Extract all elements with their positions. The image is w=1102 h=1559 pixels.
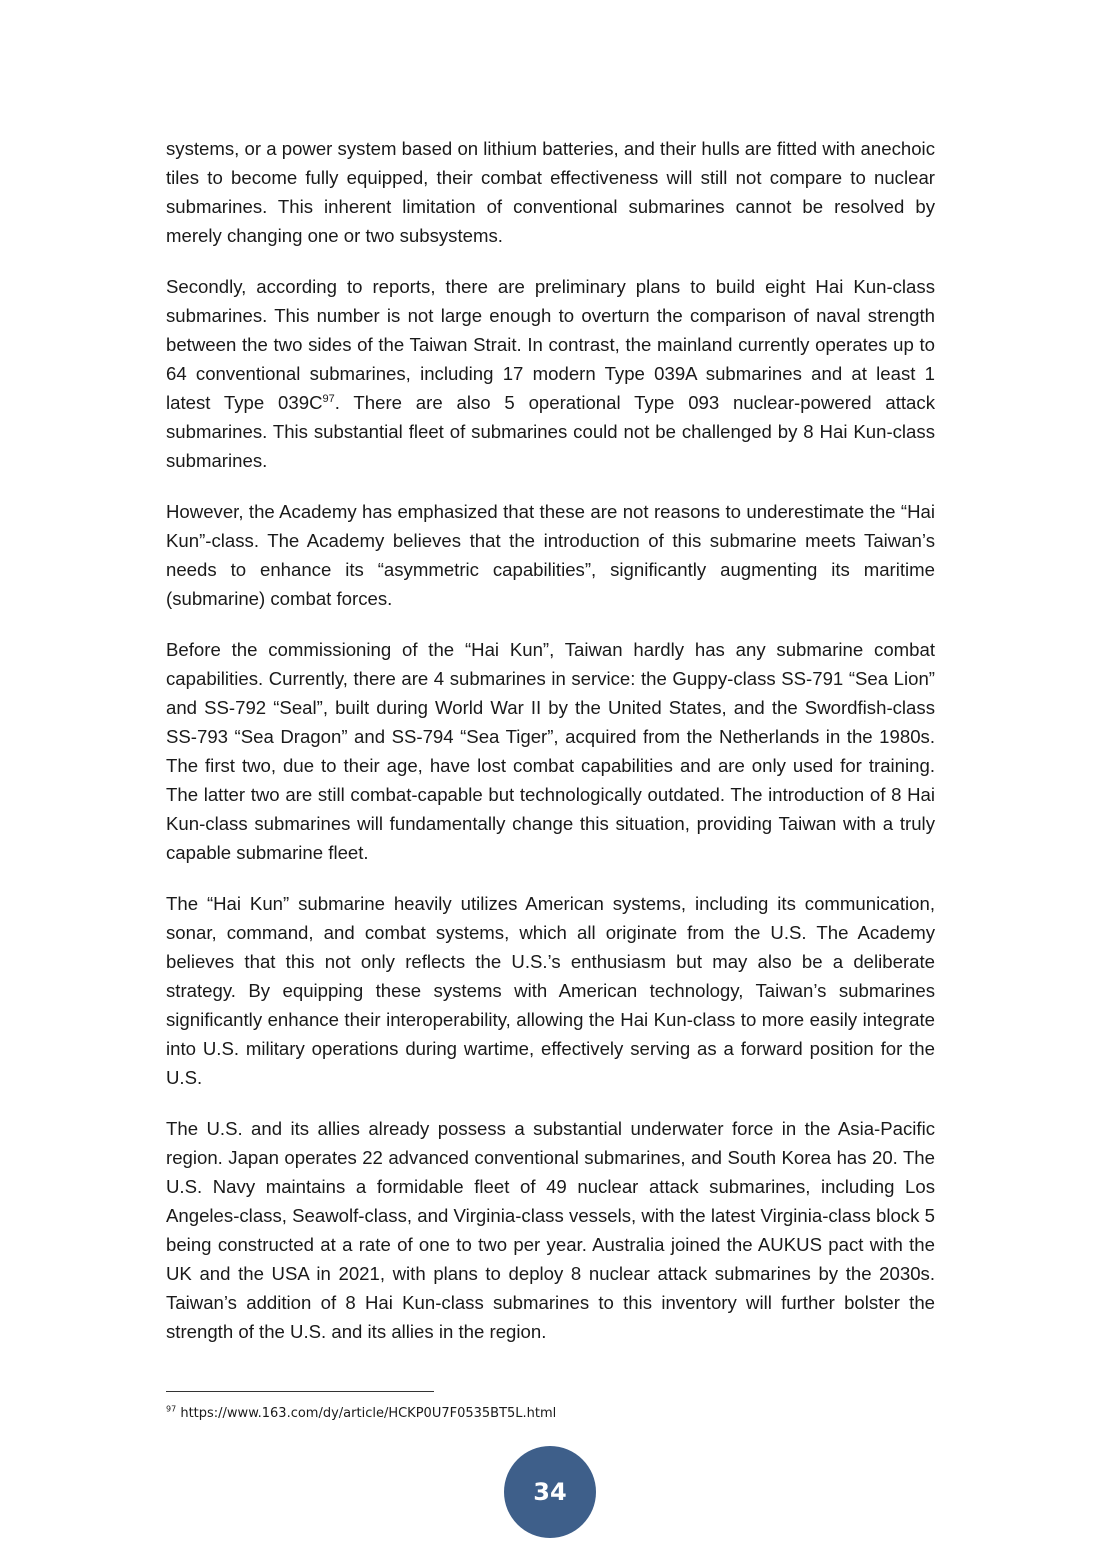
paragraph-2 [166,272,935,475]
footnote [166,1404,556,1424]
footnote-divider [166,1391,434,1392]
paragraph-2-text-before: Secondly, according to reports, there are preliminary plans to build eight Hai Kun-class submarines. This number is not large enough to overturn the comparison of naval strength between the two sides of the Taiwan Strait. In contrast, the mainland currently operates up to 64 conventional submarines, including 17 modern Type 039A submarines and at least 1 latest Type 039C [166,276,935,413]
paragraph-6: The U.S. and its allies already possess a substantial underwater force in the Asia-Pacific region. Japan operates 22 advanced conventional submarines, and South Korea has 20. The U.S. Navy maintains a formidable fleet of 49 nuclear attack submarines, including Los Angeles-class, Seawolf-class, and Virginia-class vessels, with the latest Virginia-class block 5 being constructed at a rate of one to two per year. Australia joined the AUKUS pact with the UK and the USA in 2021, with plans to deploy 8 nuclear attack submarines by the 2030s. Taiwan’s addition of 8 Hai Kun-class submarines to this inventory will further bolster the strength of the U.S. and its allies in the region. [166,1118,935,1342]
paragraph-2-text-after: . There are also 5 operational Type 093 nuclear-powered attack submarines. This substantial fleet of submarines could not be challenged by 8 Hai Kun-class submarines. [166,392,935,471]
page-number: 34 [533,1478,567,1506]
paragraph-1: systems, or a power system based on lithium batteries, and their hulls are fitted with anechoic tiles to become fully equipped, their combat effectiveness will still not compare to nuclear submarines. This inherent limitation of conventional submarines cannot be resolved by merely changing one or two subsystems. [166,138,935,246]
footnote-reference[interactable]: 97 [322,392,335,405]
page-number-badge [504,1446,596,1538]
footnote-link[interactable]: https://www.163.com/dy/article/HCKP0U7F0535BT5L.html [180,1406,557,1421]
paragraph-4: Before the commissioning of the “Hai Kun”, Taiwan hardly has any submarine combat capabilities. Currently, there are 4 submarines in service: the Guppy-class SS-791 “Sea Lion” and SS-792 “Seal”, built during World War II by the United States, and the Swordfish-class SS-793 “Sea Dragon” and SS-794 “Sea Tiger”, acquired from the Netherlands in the 1980s. The first two, due to their age, have lost combat capabilities and are only used for training. The latter two are still combat-capable but technologically outdated. The introduction of 8 Hai Kun-class submarines will fundamentally change this situation, providing Taiwan with a truly capable submarine fleet. [166,639,935,863]
page-body [166,134,935,1368]
paragraph-3: However, the Academy has emphasized that these are not reasons to underestimate the “Hai Kun”-class. The Academy believes that the introduction of this submarine meets Taiwan’s needs to enhance its “asymmetric capabilities”, significantly augmenting its maritime (submarine) combat forces. [166,501,935,609]
footnote-number: 97 [166,1404,177,1414]
paragraph-5: The “Hai Kun” submarine heavily utilizes American systems, including its communication, sonar, command, and combat systems, which all originate from the U.S. The Academy believes that this not only reflects the U.S.’s enthusiasm but may also be a deliberate strategy. By equipping these systems with American technology, Taiwan’s submarines significantly enhance their interoperability, allowing the Hai Kun-class to more easily integrate into U.S. military operations during wartime, effectively serving as a forward position for the U.S. [166,893,935,1088]
